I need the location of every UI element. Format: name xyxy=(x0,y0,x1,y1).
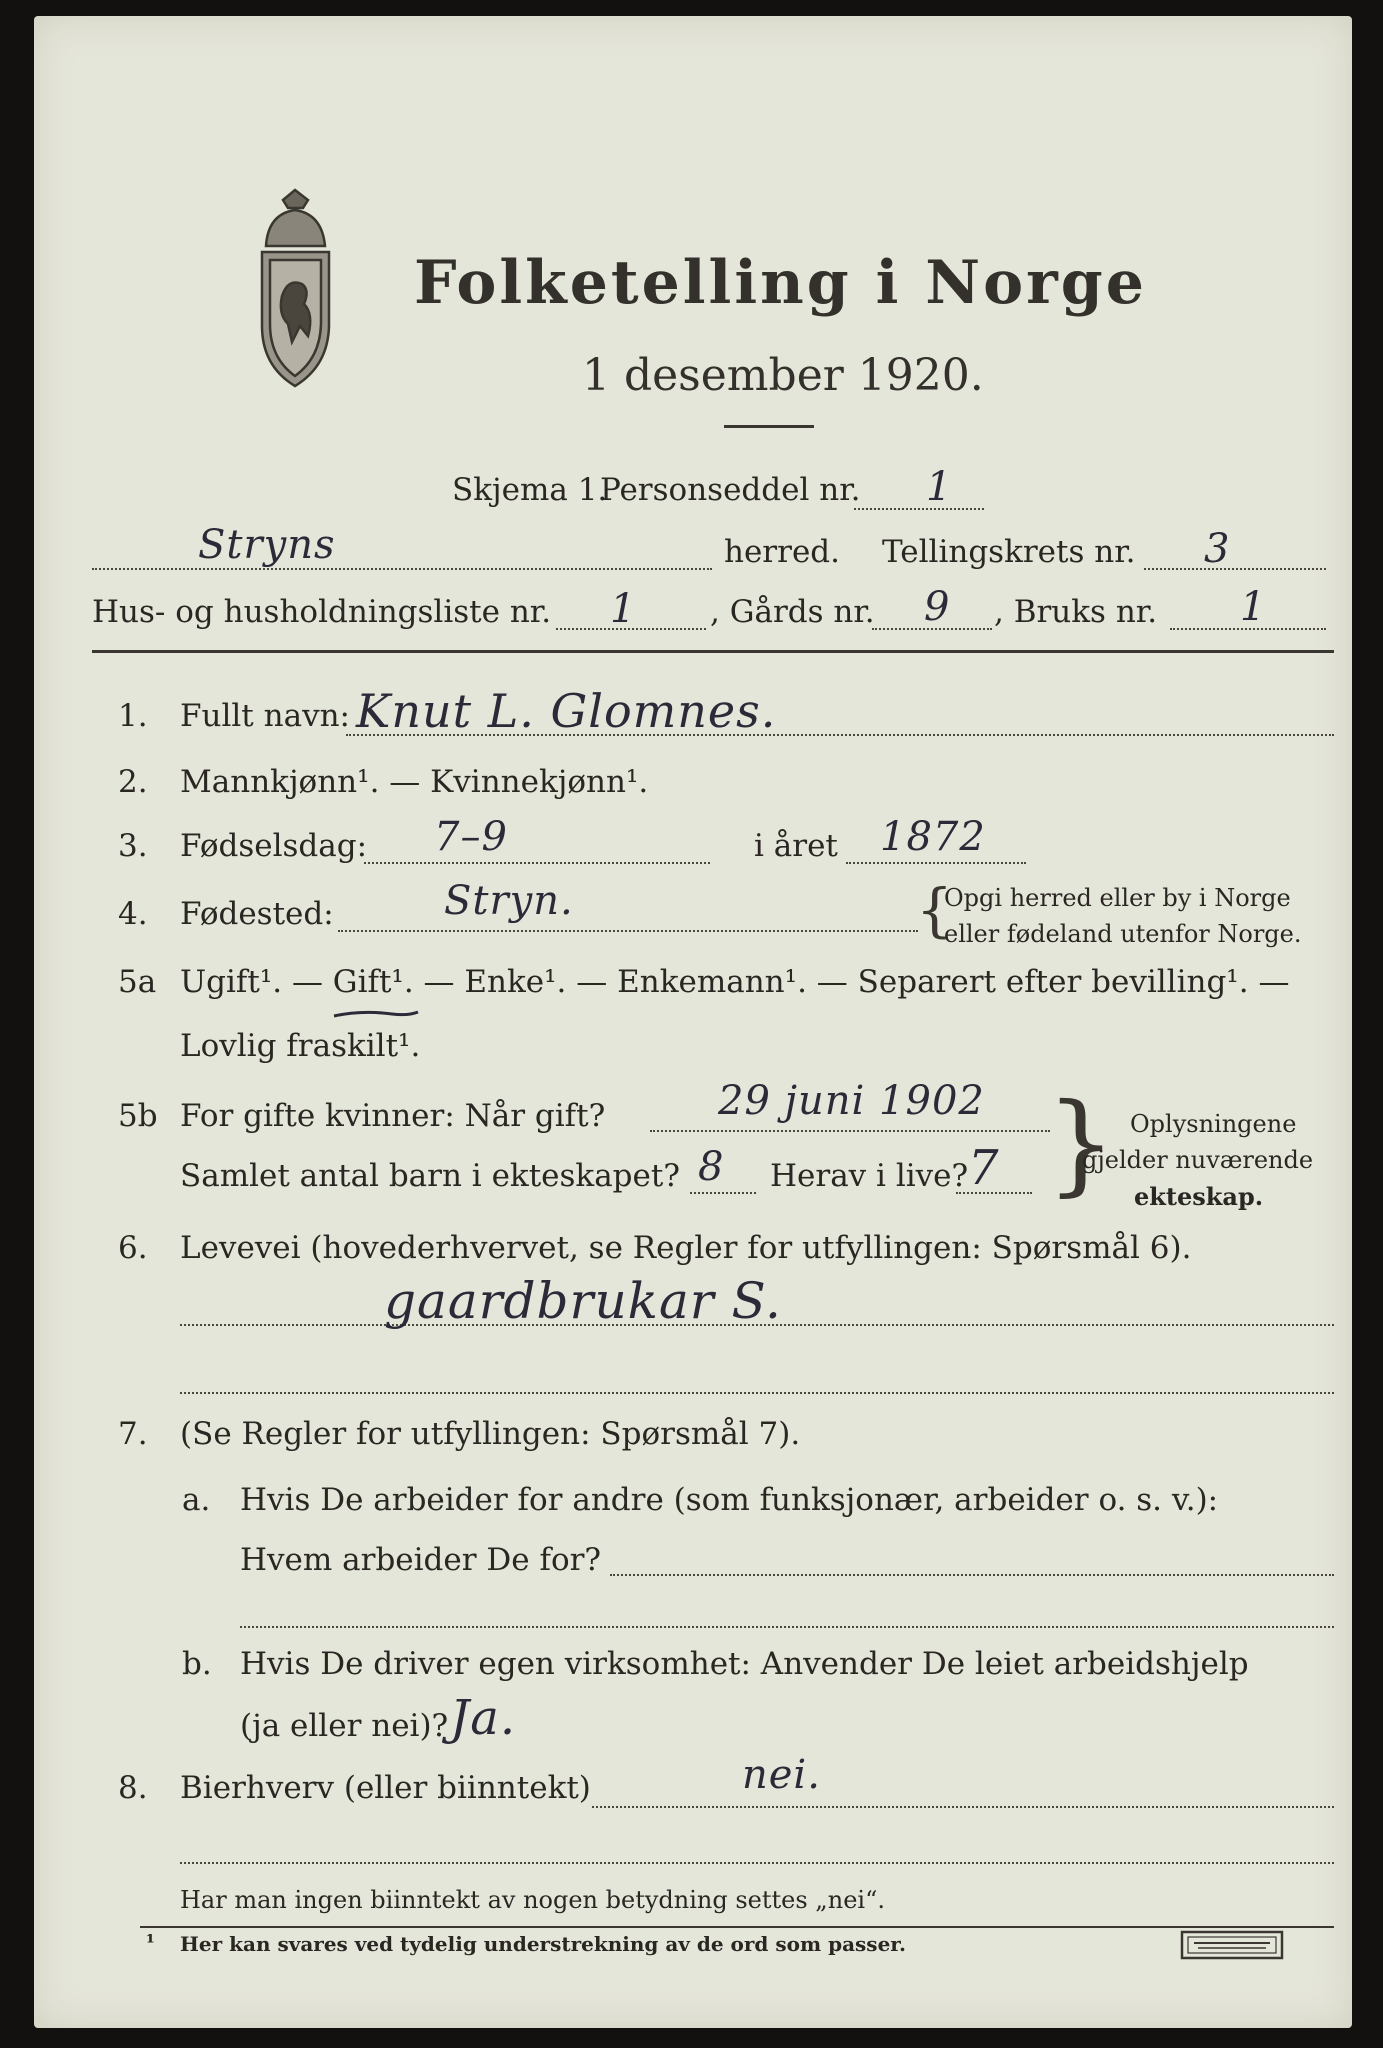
footnote-mark: ¹ xyxy=(146,1930,155,1954)
q6-label: Levevei (hovederhvervet, se Regler for utfyllingen: Spørsmål 6). xyxy=(180,1230,1192,1266)
children-label: Samlet antal barn i ekteskapet? xyxy=(180,1158,680,1194)
q6-number: 6. xyxy=(118,1230,148,1266)
q8-number: 8. xyxy=(118,1770,148,1806)
divorced-option[interactable]: Lovlig fraskilt¹. xyxy=(180,1028,421,1064)
marital-status-options[interactable]: Ugift¹. — Gift¹. — Enke¹. — Enkemann¹. — Separert efter bevilling¹. — xyxy=(180,964,1290,1000)
q4-line xyxy=(338,930,918,932)
children-line xyxy=(690,1192,756,1194)
q7a-label: Hvis De arbeider for andre (som funksjonær, arbeider o. s. v.): xyxy=(240,1482,1219,1518)
q3-number: 3. xyxy=(118,828,148,864)
hus-value[interactable]: 1 xyxy=(610,586,637,632)
q7a-line-2[interactable] xyxy=(240,1626,1334,1628)
gards-value[interactable]: 9 xyxy=(924,584,951,630)
herred-label: herred. xyxy=(724,534,840,570)
q1-number: 1. xyxy=(118,698,148,734)
q7b-label-2: (ja eller nei)? xyxy=(240,1708,449,1744)
q3-label: Fødselsdag: xyxy=(180,828,368,864)
q7-number: 7. xyxy=(118,1416,148,1452)
gender-options[interactable]: Mannkjønn¹. — Kvinnekjønn¹. xyxy=(180,764,649,800)
personseddel-label: Personseddel nr. xyxy=(600,472,861,508)
tellingskrets-value[interactable]: 3 xyxy=(1204,526,1231,572)
q5b-line xyxy=(650,1130,1050,1132)
alive-label: Herav i live? xyxy=(770,1158,969,1194)
q8-line-1 xyxy=(592,1806,1334,1808)
q5b-note-2: gjelder nuværende xyxy=(1082,1146,1314,1174)
tellingskrets-label: Tellingskrets nr. xyxy=(882,534,1136,570)
gards-label: , Gårds nr. xyxy=(710,594,875,630)
birth-year-value[interactable]: 1872 xyxy=(880,814,986,860)
personseddel-line xyxy=(854,508,984,510)
footnote-text: Her kan svares ved tydelig understrekning av de ord som passer. xyxy=(180,1932,906,1956)
census-date: 1 desember 1920. xyxy=(582,350,984,401)
alive-count-value[interactable]: 7 xyxy=(968,1140,1000,1196)
children-count-value[interactable]: 8 xyxy=(698,1144,725,1190)
q7-label: (Se Regler for utfyllingen: Spørsmål 7). xyxy=(180,1416,801,1452)
birthplace-value[interactable]: Stryn. xyxy=(444,878,574,924)
q5b-brace: } xyxy=(1046,1079,1116,1207)
personseddel-value[interactable]: 1 xyxy=(926,464,953,510)
q8-line-2 xyxy=(180,1862,1334,1864)
herred-line xyxy=(92,568,712,570)
gift-underline-icon xyxy=(332,1006,422,1022)
coat-of-arms-icon xyxy=(248,186,343,391)
q6-line-2 xyxy=(180,1392,1334,1394)
printer-stamp-icon xyxy=(1180,1930,1284,1960)
q5a-number: 5a xyxy=(118,964,157,1000)
title-divider xyxy=(724,425,814,428)
q5b-note-3: ekteskap. xyxy=(1134,1182,1264,1211)
q5b-note-1: Oplysningene xyxy=(1130,1110,1297,1138)
hired-help-value[interactable]: Ja. xyxy=(450,1690,517,1746)
q2-number: 2. xyxy=(118,764,148,800)
q5b-label: For gifte kvinner: Når gift? xyxy=(180,1098,606,1134)
birth-date-value[interactable]: 7–9 xyxy=(434,814,508,860)
q4-brace: { xyxy=(916,876,953,944)
q7b-number: b. xyxy=(182,1646,212,1682)
footer-note: Har man ingen biinntekt av nogen betydning settes „nei“. xyxy=(180,1886,885,1914)
header-rule xyxy=(92,650,1334,653)
q1-label: Fullt navn: xyxy=(180,698,350,734)
footer-rule xyxy=(140,1926,1334,1928)
q7a-number: a. xyxy=(182,1482,211,1518)
q3-line xyxy=(364,862,710,864)
year-label: i året xyxy=(754,828,838,864)
occupation-value[interactable]: gaardbrukar S. xyxy=(384,1272,782,1330)
q4-note-1: Opgi herred eller by i Norge xyxy=(944,884,1291,912)
q7a-line-1[interactable] xyxy=(610,1574,1334,1576)
bruks-value[interactable]: 1 xyxy=(1240,584,1267,630)
q7b-label: Hvis De driver egen virksomhet: Anvender De leiet arbeidshjelp xyxy=(240,1646,1249,1682)
hus-label: Hus- og husholdningsliste nr. xyxy=(92,594,552,630)
bruks-label: , Bruks nr. xyxy=(994,594,1158,630)
q7a-label-2: Hvem arbeider De for? xyxy=(240,1542,602,1578)
marriage-date-value[interactable]: 29 juni 1902 xyxy=(718,1078,985,1124)
year-line xyxy=(846,862,1026,864)
q4-number: 4. xyxy=(118,896,148,932)
census-form-sheet xyxy=(34,16,1352,2028)
side-income-value[interactable]: nei. xyxy=(742,1752,821,1798)
q8-label: Bierhverv (eller biinntekt) xyxy=(180,1770,591,1806)
herred-value[interactable]: Stryns xyxy=(198,522,336,568)
q4-label: Fødested: xyxy=(180,896,334,932)
full-name-value[interactable]: Knut L. Glomnes. xyxy=(356,684,777,738)
q4-note-2: eller fødeland utenfor Norge. xyxy=(944,920,1302,948)
q5b-number: 5b xyxy=(118,1098,158,1134)
tellingskrets-line xyxy=(1144,568,1326,570)
form-title: Folketelling i Norge xyxy=(414,248,1147,318)
skjema-label: Skjema 1. xyxy=(452,472,608,508)
